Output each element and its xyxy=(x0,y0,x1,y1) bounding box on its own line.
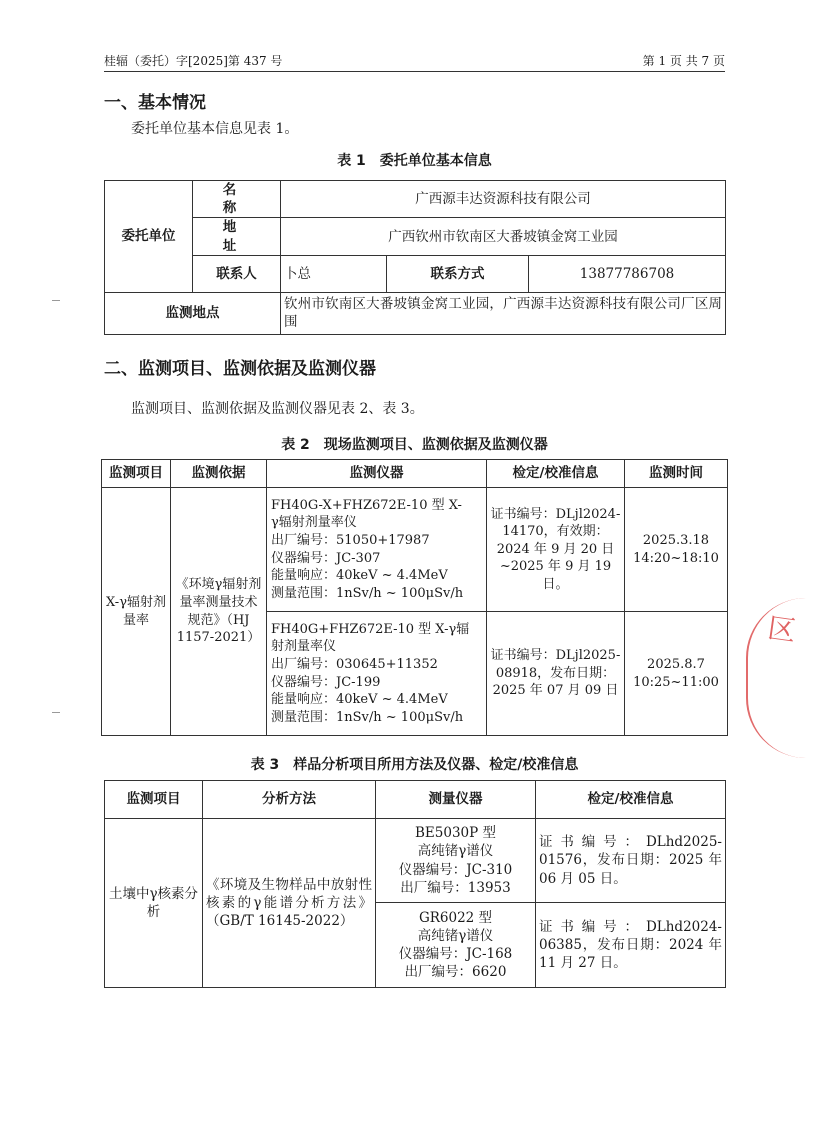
t2-inst1-line: 能量响应：40keV ~ 4.4MeV xyxy=(271,568,448,584)
t3-inst1-line: 仪器编号：JC-310 xyxy=(398,861,513,878)
t2-inst1-line: 出厂编号：51050+17987 xyxy=(271,532,430,548)
page-info: 第 1 页 共 7 页 xyxy=(642,54,725,68)
t2-inst1-line: 测量范围：1nSv/h ~ 100μSv/h xyxy=(271,585,464,601)
table3-caption: 表 3 样品分析项目所用方法及仪器、检定/校准信息 xyxy=(250,757,579,773)
t3-instrument-2 xyxy=(376,903,536,988)
table2 xyxy=(101,459,728,736)
t2-inst2-line: 仪器编号：JC-199 xyxy=(271,674,381,690)
address-value: 广西钦州市钦南区大番坡镇金窝工业园 xyxy=(281,218,726,255)
t3-method: 《环境及生物样品中放射性核素的γ能谱分析方法》（GB/T 16145-2022） xyxy=(203,819,376,988)
table1 xyxy=(104,180,726,335)
t2-inst2-line: 测量范围：1nSv/h ~ 100μSv/h xyxy=(271,709,464,725)
t2-inst2-line: 出厂编号：030645+11352 xyxy=(271,656,438,672)
site-value: 钦州市钦南区大番坡镇金窝工业园，广西源丰达资源科技有限公司厂区周围 xyxy=(281,292,726,334)
t2-item: X-γ辐射剂量率 xyxy=(102,488,171,736)
t2-header-calibration: 检定/校准信息 xyxy=(487,460,625,488)
t2-instrument-2 xyxy=(267,612,487,736)
t3-inst2-line: 高纯锗γ谱仪 xyxy=(417,927,494,944)
address-label: 地 址 xyxy=(193,218,281,255)
t2-inst1-line: 仪器编号：JC-307 xyxy=(271,550,381,566)
table2-caption: 表 2 现场监测项目、监测依据及监测仪器 xyxy=(281,437,548,453)
t3-item: 土壤中γ核素分析 xyxy=(105,819,203,988)
t3-inst2-line: 仪器编号：JC-168 xyxy=(398,946,513,962)
t2-inst1-line: FH40G-X+FHZ672E-10 型 X- xyxy=(271,497,462,513)
t2-inst2-line: 能量响应：40keV ~ 4.4MeV xyxy=(271,692,448,708)
t3-inst2-line: 出厂编号：6620 xyxy=(404,964,507,981)
t2-instrument-1 xyxy=(267,488,487,612)
contact-label: 联系人 xyxy=(193,255,281,292)
t3-inst2-line: GR6022 型 xyxy=(418,909,493,926)
t3-header-item: 监测项目 xyxy=(105,781,203,819)
scan-mark xyxy=(52,712,60,713)
t3-inst1-line: BE5030P 型 xyxy=(414,825,496,842)
t2-header-instrument: 监测仪器 xyxy=(267,460,487,488)
t3-calibration-2: 证书编号：DLhd2024-06385，发布日期：2024 年 11 月 27 日。 xyxy=(536,903,726,988)
t2-time-2 xyxy=(625,612,728,736)
section2-title: 二、监测项目、监测依据及监测仪器 xyxy=(104,359,376,379)
t2-inst2-line: 射剂量率仪 xyxy=(271,639,337,655)
t2-basis: 《环境γ辐射剂量率测量技术规范》（HJ 1157-2021） xyxy=(171,488,267,736)
contact-value: 卜总 xyxy=(281,255,387,292)
t3-calibration-1: 证书编号：DLhd2025-01576，发布日期：2025 年 06 月 05 日。 xyxy=(536,819,726,903)
t3-header-method: 分析方法 xyxy=(203,781,376,819)
name-label: 名 称 xyxy=(193,181,281,218)
t3-inst1-line: 出厂编号：13953 xyxy=(400,879,511,896)
t3-instrument-1 xyxy=(376,819,536,903)
t2-calibration-1: 证书编号：DLjl2024-14170，有效期：2024 年 9 月 20 日~2025 年 9 月 19 日。 xyxy=(487,488,625,612)
table3 xyxy=(104,780,726,988)
t2-calibration-2: 证书编号：DLjl2025-08918，发布日期：2025 年 07 月 09 日 xyxy=(487,612,625,736)
scan-mark xyxy=(52,300,60,301)
section1-intro: 委托单位基本信息见表 1。 xyxy=(131,121,299,137)
name-value: 广西源丰达资源科技有限公司 xyxy=(281,181,726,218)
t2-time1-date: 2025.3.18 xyxy=(642,532,710,548)
section2-intro: 监测项目、监测依据及监测仪器见表 2、表 3。 xyxy=(131,401,424,417)
site-label: 监测地点 xyxy=(105,292,281,334)
page-header xyxy=(104,52,725,72)
phone-label: 联系方式 xyxy=(387,255,529,292)
t3-header-instrument: 测量仪器 xyxy=(376,781,536,819)
t2-inst1-line: γ辐射剂量率仪 xyxy=(271,515,357,531)
t2-header-time: 监测时间 xyxy=(625,460,728,488)
t2-time2-date: 2025.8.7 xyxy=(647,656,705,672)
seal-text: 区 xyxy=(765,611,798,648)
table1-caption: 表 1 委托单位基本信息 xyxy=(337,153,492,169)
t2-time-1 xyxy=(625,488,728,612)
t2-time1-range: 14:20~18:10 xyxy=(633,550,719,566)
phone-value: 13877786708 xyxy=(529,255,726,292)
t2-header-basis: 监测依据 xyxy=(171,460,267,488)
t2-inst2-line: FH40G+FHZ672E-10 型 X-γ辐 xyxy=(271,621,470,637)
t2-time2-range: 10:25~11:00 xyxy=(633,674,719,690)
t3-inst1-line: 高纯锗γ谱仪 xyxy=(417,843,494,860)
t3-header-calibration: 检定/校准信息 xyxy=(536,781,726,819)
client-label: 委托单位 xyxy=(105,181,193,293)
doc-number: 桂辐（委托）字[2025]第 437 号 xyxy=(104,54,283,68)
t2-header-item: 监测项目 xyxy=(102,460,171,488)
section1-title: 一、基本情况 xyxy=(104,93,206,113)
